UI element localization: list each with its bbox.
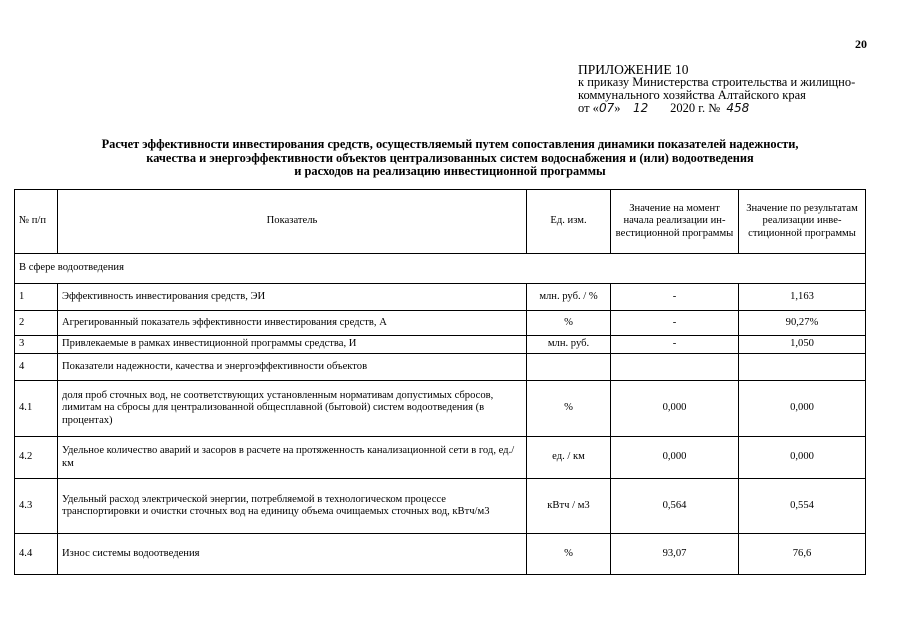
section-row — [15, 254, 866, 284]
row-indicator: Удельный расход электрической энергии, потребляемой в технологическом процессе транспортировки и очистки сточных вод на единицу объема очищаемых сточных вод, кВтч/м3 — [58, 479, 527, 534]
row-start-value: 93,07 — [611, 534, 739, 575]
row-result-value: 0,554 — [739, 479, 866, 534]
row-unit: млн. руб. — [527, 336, 611, 354]
row-result-value — [739, 354, 866, 381]
date-mid: » — [614, 101, 621, 115]
row-result-value: 0,000 — [739, 381, 866, 437]
appendix-title: ПРИЛОЖЕНИЕ 10 — [578, 62, 689, 77]
row-indicator: Показатели надежности, качества и энергоэффективности объектов — [58, 354, 527, 381]
table-row — [15, 311, 866, 336]
row-indicator: доля проб сточных вод, не соответствующих установленным нормативам допустимых сбросов, лимитам на сбросы для централизованной общесплавной (бытовой) систем водоотведения (в процентах) — [58, 381, 527, 437]
table-row — [15, 336, 866, 354]
table-header-row — [15, 190, 866, 254]
table-row — [15, 354, 866, 381]
handwritten-month: 12 — [632, 101, 649, 115]
row-num: 4.3 — [15, 479, 58, 534]
row-num: 1 — [15, 284, 58, 311]
title-line-1: Расчет эффективности инвестирования средств, осуществляемый путем сопоставления динамики показателей надежности, — [101, 137, 799, 151]
document-title — [60, 138, 840, 179]
row-start-value: 0,000 — [611, 381, 739, 437]
row-num: 2 — [15, 311, 58, 336]
row-indicator: Агрегированный показатель эффективности инвестирования средств, А — [58, 311, 527, 336]
header-indicator: Показатель — [58, 190, 527, 254]
header-result-value: Значение по результатам реализации инвестиционной программы — [739, 190, 866, 254]
row-indicator: Удельное количество аварий и засоров в расчете на протяженность канализационной сети в год, ед./км — [58, 437, 527, 479]
row-unit: % — [527, 381, 611, 437]
header-unit: Ед. изм. — [527, 190, 611, 254]
appendix-date-line — [578, 102, 878, 115]
row-start-value: - — [611, 311, 739, 336]
table-row — [15, 381, 866, 437]
title-line-3: и расходов на реализацию инвестиционной программы — [294, 164, 606, 178]
table-row — [15, 479, 866, 534]
page-number: 20 — [855, 37, 867, 51]
table-row — [15, 437, 866, 479]
row-indicator: Износ системы водоотведения — [58, 534, 527, 575]
date-prefix: от « — [578, 101, 599, 115]
row-start-value: - — [611, 336, 739, 354]
appendix-block — [578, 63, 878, 115]
row-start-value — [611, 354, 739, 381]
row-unit: % — [527, 534, 611, 575]
row-num: 4.2 — [15, 437, 58, 479]
table-row — [15, 284, 866, 311]
row-result-value: 90,27% — [739, 311, 866, 336]
row-result-value: 0,000 — [739, 437, 866, 479]
row-result-value: 76,6 — [739, 534, 866, 575]
handwritten-day: 07 — [598, 101, 615, 115]
appendix-line-1: к приказу Министерства строительства и жилищно- — [578, 75, 856, 89]
row-indicator: Привлекаемые в рамках инвестиционной программы средства, И — [58, 336, 527, 354]
row-result-value: 1,050 — [739, 336, 866, 354]
row-num: 3 — [15, 336, 58, 354]
appendix-line-2: коммунального хозяйства Алтайского края — [578, 88, 806, 102]
date-year: 2020 г. № — [670, 101, 721, 115]
row-start-value: - — [611, 284, 739, 311]
title-line-2: качества и энергоэффективности объектов централизованных систем водоснабжения и (или) водоотведения — [146, 150, 754, 165]
row-unit: % — [527, 311, 611, 336]
row-start-value: 0,000 — [611, 437, 739, 479]
row-num: 4 — [15, 354, 58, 381]
row-indicator: Эффективность инвестирования средств, ЭИ — [58, 284, 527, 311]
header-num: № п/п — [15, 190, 58, 254]
row-unit: ед. / км — [527, 437, 611, 479]
table-row — [15, 534, 866, 575]
row-result-value: 1,163 — [739, 284, 866, 311]
handwritten-number: 458 — [726, 101, 750, 115]
header-start-value: Значение на момент начала реализации инвестиционной программы — [611, 190, 739, 254]
section-title: В сфере водоотведения — [15, 254, 866, 284]
row-unit: кВтч / м3 — [527, 479, 611, 534]
row-num: 4.4 — [15, 534, 58, 575]
row-start-value: 0,564 — [611, 479, 739, 534]
row-num: 4.1 — [15, 381, 58, 437]
indicators-table — [14, 189, 866, 575]
row-unit — [527, 354, 611, 381]
row-unit: млн. руб. / % — [527, 284, 611, 311]
